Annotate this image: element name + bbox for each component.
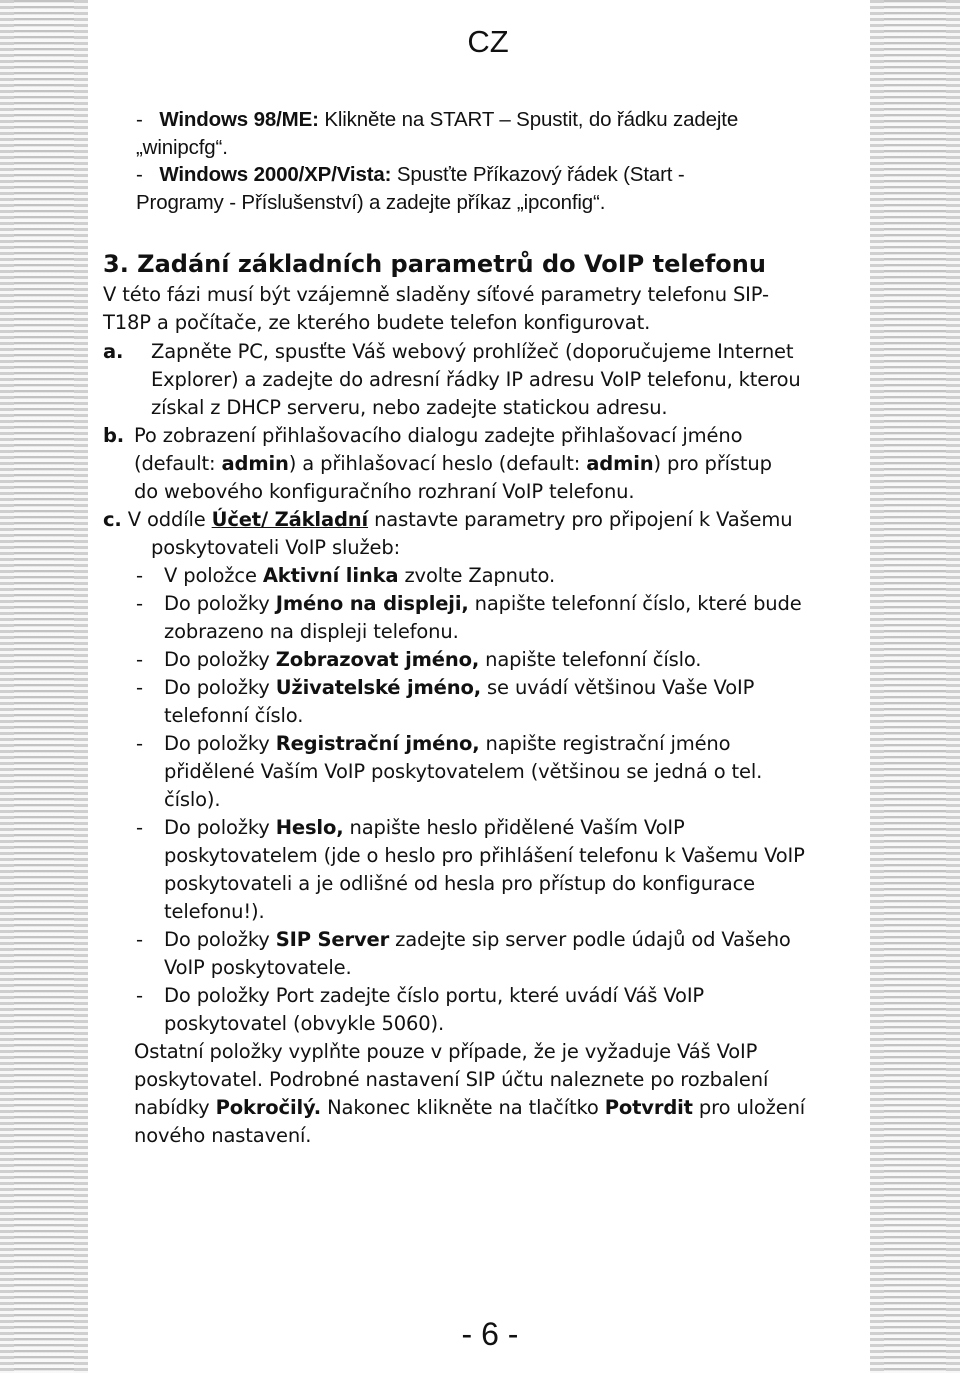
step-a-line-2: Explorer) a zadejte do adresní řádky IP adresu VoIP telefonu, kterou [151, 368, 801, 391]
left-decorative-stripes [0, 0, 88, 1373]
item-active-line: V položce Aktivní linka zvolte Zapnuto. [164, 564, 556, 587]
item-password-line-4: telefonu!). [164, 900, 265, 923]
step-b-line-2: (default: admin) a přihlašovací heslo (default: admin) pro přístup [134, 452, 772, 475]
step-a-line-3: získal z DHCP serveru, nebo zadejte statickou adresu. [151, 396, 668, 419]
step-b-marker: b. [103, 424, 125, 447]
item-port-line-2: poskytovatel (obvykle 5060). [164, 1012, 445, 1035]
step-c-line-1: c. V oddíle Účet/ Základní nastavte parametry pro připojení k Vašemu [103, 508, 793, 531]
item-dash: - [136, 564, 143, 587]
item-dash: - [136, 984, 143, 1007]
item-user-name: Do položky Uživatelské jméno, se uvádí většinou Vaše VoIP [164, 676, 755, 699]
item-dash: - [136, 648, 143, 671]
item-dash: - [136, 676, 143, 699]
step-b-line-1: Po zobrazení přihlašovacího dialogu zadejte přihlašovací jméno [134, 424, 743, 447]
item-port: Do položky Port zadejte číslo portu, které uvádí Váš VoIP [164, 984, 705, 1007]
step-a-marker: a. [103, 340, 124, 363]
item-dash: - [136, 928, 143, 951]
intro-line-2: „winipcfg“. [136, 136, 228, 159]
item-registration-name-line-2: přidělené Vaším VoIP poskytovatelem (většinou se jedná o tel. [164, 760, 763, 783]
item-show-name: Do položky Zobrazovat jméno, napište telefonní číslo. [164, 648, 702, 671]
language-header: CZ [467, 24, 509, 59]
item-display-name-line-2: zobrazeno na displeji telefonu. [164, 620, 459, 643]
item-dash: - [136, 592, 143, 615]
section-heading: 3. Zadání základních parametrů do VoIP telefonu [103, 250, 766, 278]
intro-line-3: - Windows 2000/XP/Vista: Spusťte Příkazový řádek (Start - [136, 163, 685, 186]
step-c-line-2: poskytovateli VoIP služeb: [151, 536, 401, 559]
closing-line-2: poskytovatel. Podrobné nastavení SIP účtu naleznete po rozbalení [134, 1068, 769, 1091]
right-decorative-stripes [870, 0, 960, 1373]
step-b-line-3: do webového konfiguračního rozhraní VoIP telefonu. [134, 480, 635, 503]
closing-line-3: nabídky Pokročilý. Nakonec klikněte na tlačítko Potvrdit pro uložení [134, 1096, 806, 1119]
item-password-line-3: poskytovateli a je odlišné od hesla pro přístup do konfigurace [164, 872, 756, 895]
item-sip-server-line-2: VoIP poskytovatele. [164, 956, 352, 979]
section-paragraph-line-1: V této fázi musí být vzájemně sladěny síťové parametry telefonu SIP- [103, 283, 769, 306]
item-user-name-line-2: telefonní číslo. [164, 704, 304, 727]
step-a-line-1: Zapněte PC, spusťte Váš webový prohlížeč (doporučujeme Internet [151, 340, 794, 363]
item-password-line-2: poskytovatelem (jde o heslo pro přihlášení telefonu k Vašemu VoIP [164, 844, 805, 867]
item-display-name: Do položky Jméno na displeji, napište telefonní číslo, které bude [164, 592, 802, 615]
item-dash: - [136, 732, 143, 755]
item-password: Do položky Heslo, napište heslo přidělené Vaším VoIP [164, 816, 685, 839]
item-registration-name-line-3: číslo). [164, 788, 221, 811]
closing-line-1: Ostatní položky vyplňte pouze v případe, že je vyžaduje Váš VoIP [134, 1040, 758, 1063]
item-sip-server: Do položky SIP Server zadejte sip server podle údajů od Vašeho [164, 928, 791, 951]
item-dash: - [136, 816, 143, 839]
closing-line-4: nového nastavení. [134, 1124, 312, 1147]
section-paragraph-line-2: T18P a počítače, ze kterého budete telefon konfigurovat. [103, 311, 651, 334]
intro-line-1: - Windows 98/ME: Klikněte na START – Spustit, do řádku zadejte [136, 108, 739, 131]
intro-line-4: Programy - Příslušenství) a zadejte příkaz „ipconfig“. [136, 191, 606, 214]
item-registration-name: Do položky Registrační jméno, napište registrační jméno [164, 732, 731, 755]
page-number: - 6 - [461, 1316, 519, 1352]
